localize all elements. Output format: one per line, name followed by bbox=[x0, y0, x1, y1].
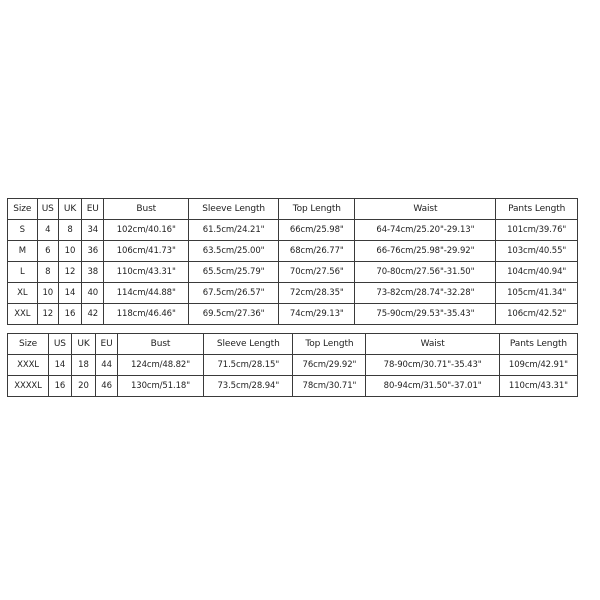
column-header: Top Length bbox=[293, 334, 366, 355]
table-cell: L bbox=[8, 262, 38, 283]
table-cell: S bbox=[8, 220, 38, 241]
table-cell: 8 bbox=[58, 220, 81, 241]
table-cell: 6 bbox=[37, 241, 58, 262]
table-cell: 104cm/40.94" bbox=[496, 262, 578, 283]
table-cell: 105cm/41.34" bbox=[496, 283, 578, 304]
table-cell: 38 bbox=[82, 262, 104, 283]
size-chart-table-2 bbox=[7, 333, 578, 397]
table-cell: 73.5cm/28.94" bbox=[204, 376, 293, 397]
column-header: UK bbox=[58, 199, 81, 220]
table-cell: 70cm/27.56" bbox=[279, 262, 355, 283]
table-row bbox=[8, 376, 578, 397]
table-cell: 103cm/40.55" bbox=[496, 241, 578, 262]
table-cell: 109cm/42.91" bbox=[499, 355, 577, 376]
size-chart-table-1 bbox=[7, 198, 578, 325]
table-cell: 67.5cm/26.57" bbox=[189, 283, 279, 304]
table-row bbox=[8, 283, 578, 304]
table-cell: 12 bbox=[58, 262, 81, 283]
table-cell: 74cm/29.13" bbox=[279, 304, 355, 325]
table-cell: 14 bbox=[58, 283, 81, 304]
table-cell: 42 bbox=[82, 304, 104, 325]
table-cell: 34 bbox=[82, 220, 104, 241]
table-cell: 14 bbox=[49, 355, 72, 376]
table-cell: 40 bbox=[82, 283, 104, 304]
table-header-row bbox=[8, 199, 578, 220]
column-header: UK bbox=[71, 334, 96, 355]
table-cell: 124cm/48.82" bbox=[117, 355, 203, 376]
column-header: Size bbox=[8, 334, 49, 355]
table-cell: 36 bbox=[82, 241, 104, 262]
column-header: Waist bbox=[366, 334, 500, 355]
column-header: Pants Length bbox=[499, 334, 577, 355]
table-cell: 71.5cm/28.15" bbox=[204, 355, 293, 376]
table-cell: 73-82cm/28.74"-32.28" bbox=[355, 283, 496, 304]
column-header: Sleeve Length bbox=[189, 199, 279, 220]
table-cell: 46 bbox=[96, 376, 118, 397]
table-cell: 65.5cm/25.79" bbox=[189, 262, 279, 283]
column-header: US bbox=[37, 199, 58, 220]
table-cell: 76cm/29.92" bbox=[293, 355, 366, 376]
table-row bbox=[8, 355, 578, 376]
table-cell: 66cm/25.98" bbox=[279, 220, 355, 241]
table-row bbox=[8, 241, 578, 262]
table-cell: 20 bbox=[71, 376, 96, 397]
table-cell: M bbox=[8, 241, 38, 262]
table-cell: 80-94cm/31.50"-37.01" bbox=[366, 376, 500, 397]
table-row bbox=[8, 262, 578, 283]
table-row bbox=[8, 304, 578, 325]
column-header: Sleeve Length bbox=[204, 334, 293, 355]
table-cell: 72cm/28.35" bbox=[279, 283, 355, 304]
table-cell: 130cm/51.18" bbox=[117, 376, 203, 397]
table-cell: 12 bbox=[37, 304, 58, 325]
table-cell: 8 bbox=[37, 262, 58, 283]
column-header: Size bbox=[8, 199, 38, 220]
table-cell: 78-90cm/30.71"-35.43" bbox=[366, 355, 500, 376]
column-header: EU bbox=[82, 199, 104, 220]
table-cell: 110cm/43.31" bbox=[499, 376, 577, 397]
table-cell: 106cm/42.52" bbox=[496, 304, 578, 325]
table-cell: 75-90cm/29.53"-35.43" bbox=[355, 304, 496, 325]
table-cell: 102cm/40.16" bbox=[104, 220, 189, 241]
table-cell: 63.5cm/25.00" bbox=[189, 241, 279, 262]
table-cell: 70-80cm/27.56"-31.50" bbox=[355, 262, 496, 283]
column-header: Bust bbox=[117, 334, 203, 355]
table-header-row bbox=[8, 334, 578, 355]
table-cell: XXL bbox=[8, 304, 38, 325]
column-header: Waist bbox=[355, 199, 496, 220]
table-cell: 114cm/44.88" bbox=[104, 283, 189, 304]
column-header: Bust bbox=[104, 199, 189, 220]
table-cell: 16 bbox=[58, 304, 81, 325]
table-cell: 61.5cm/24.21" bbox=[189, 220, 279, 241]
table-row bbox=[8, 220, 578, 241]
table-cell: 118cm/46.46" bbox=[104, 304, 189, 325]
table-cell: 16 bbox=[49, 376, 72, 397]
table-cell: 78cm/30.71" bbox=[293, 376, 366, 397]
table-cell: XXXL bbox=[8, 355, 49, 376]
table-cell: 18 bbox=[71, 355, 96, 376]
table-cell: XXXXL bbox=[8, 376, 49, 397]
table-cell: 10 bbox=[58, 241, 81, 262]
table-cell: 4 bbox=[37, 220, 58, 241]
table-cell: 66-76cm/25.98"-29.92" bbox=[355, 241, 496, 262]
column-header: EU bbox=[96, 334, 118, 355]
table-cell: 68cm/26.77" bbox=[279, 241, 355, 262]
column-header: Pants Length bbox=[496, 199, 578, 220]
table-cell: XL bbox=[8, 283, 38, 304]
table-cell: 44 bbox=[96, 355, 118, 376]
table-cell: 10 bbox=[37, 283, 58, 304]
column-header: US bbox=[49, 334, 72, 355]
table-cell: 69.5cm/27.36" bbox=[189, 304, 279, 325]
table-cell: 64-74cm/25.20"-29.13" bbox=[355, 220, 496, 241]
column-header: Top Length bbox=[279, 199, 355, 220]
table-cell: 106cm/41.73" bbox=[104, 241, 189, 262]
table-cell: 110cm/43.31" bbox=[104, 262, 189, 283]
table-cell: 101cm/39.76" bbox=[496, 220, 578, 241]
